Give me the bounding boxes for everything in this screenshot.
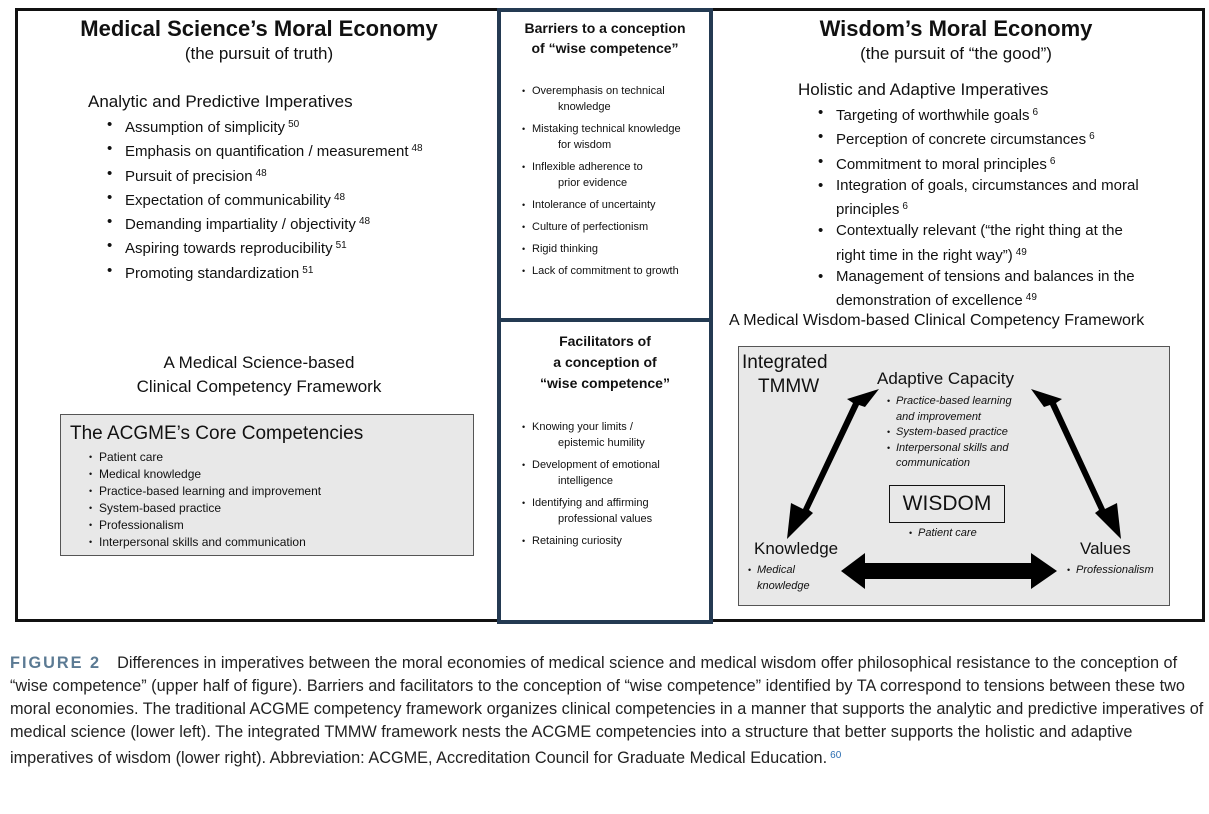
imperative-item — [107, 260, 487, 284]
tmmw-label — [742, 351, 828, 399]
adaptive-capacity-label: Adaptive Capacity — [877, 369, 1015, 388]
barrier-item — [522, 219, 707, 235]
reference-number: 6 — [1089, 131, 1095, 143]
barrier-item — [522, 263, 707, 279]
facilitator-item-text-cont: intelligence — [558, 475, 614, 487]
competency-item: • Professionalism — [89, 517, 473, 534]
left-imperatives-list — [107, 114, 487, 284]
facilitator-item-text: Retaining curiosity — [532, 535, 622, 547]
adaptive-item: • System-based practice — [887, 425, 1027, 441]
barrier-item-text: Lack of commitment to growth — [532, 265, 679, 277]
facilitator-item-text: Development of emotional — [532, 459, 660, 471]
arrow-adaptive-values — [1031, 389, 1121, 539]
wisdom-list — [909, 526, 977, 542]
reference-number: 6 — [902, 201, 908, 213]
right-framework-title: A Medical Wisdom-based Clinical Competency Framework — [729, 312, 1145, 329]
facilitator-item — [522, 533, 707, 549]
left-subtitle: (the pursuit of truth) — [184, 44, 334, 63]
left-title: Medical Science’s Moral Economy — [80, 16, 438, 41]
facilitator-item — [522, 419, 707, 451]
reference-number: 51 — [302, 264, 314, 276]
imperative-item — [107, 163, 487, 187]
facilitator-item — [522, 457, 707, 489]
right-subtitle: (the pursuit of “the good”) — [860, 44, 1052, 63]
facilitators-heading-line3: “wise competence” — [540, 375, 670, 391]
imperative-item — [107, 138, 487, 162]
barrier-item-text: Inflexible adherence to — [532, 161, 643, 173]
competency-item: • System-based practice — [89, 500, 473, 517]
imperative-text: Targeting of worthwhile goals — [836, 107, 1030, 124]
adaptive-item: • Interpersonal skills and communication — [887, 441, 1027, 472]
barrier-item — [522, 121, 707, 153]
left-framework-line1: A Medical Science-based — [163, 353, 355, 372]
barriers-heading-line1: Barriers to a conception — [524, 20, 686, 36]
middle-divider — [497, 318, 713, 322]
values-label: Values — [1080, 539, 1131, 558]
knowledge-list — [748, 563, 818, 594]
barrier-item-text-cont: prior evidence — [558, 177, 628, 189]
reference-number: 6 — [1049, 155, 1056, 167]
reference-number: 48 — [255, 167, 267, 179]
right-imperatives-heading: Holistic and Adaptive Imperatives — [798, 80, 1049, 99]
reference-number: 49 — [1025, 292, 1037, 304]
facilitators-list — [522, 419, 707, 555]
imperative-item — [107, 235, 487, 259]
reference-number: 48 — [358, 216, 371, 228]
figure-label: FIGURE 2 — [10, 654, 102, 672]
imperative-text: Demanding impartiality / objectivity — [125, 216, 356, 234]
arrow-knowledge-values — [841, 553, 1057, 589]
imperative-text: Management of tensions and balances in the demonstration of excellence — [836, 268, 1135, 310]
imperative-text: Perception of concrete circumstances — [836, 131, 1087, 149]
barrier-item — [522, 83, 707, 115]
imperative-item — [818, 220, 1148, 266]
barrier-item — [522, 241, 707, 257]
tmmw-diagram — [738, 346, 1170, 606]
facilitators-heading-line1: Facilitators of — [559, 333, 651, 349]
imperative-text: Integration of goals, circumstances and moral principles — [836, 176, 1139, 219]
imperative-text: Assumption of simplicity — [125, 119, 286, 136]
acgme-list — [89, 449, 473, 551]
facilitator-item-text: Knowing your limits / — [532, 421, 633, 433]
facilitators-heading — [501, 331, 709, 394]
facilitator-item-text-cont: professional values — [558, 513, 653, 525]
tmmw-label-line2: TMMW — [758, 376, 820, 397]
barrier-item-text: Mistaking technical knowledge — [532, 123, 681, 135]
right-imperatives-list — [818, 102, 1148, 312]
barrier-item-text: Rigid thinking — [532, 243, 599, 255]
reference-number: 6 — [1032, 107, 1039, 118]
acgme-box — [60, 414, 474, 556]
adaptive-item: • Practice-based learning and improvement — [887, 394, 1027, 425]
imperative-item — [818, 126, 1148, 150]
barrier-item-text: Overemphasis on technical — [532, 85, 665, 97]
imperative-text: Pursuit of precision — [125, 167, 253, 185]
imperative-item — [107, 211, 487, 235]
imperative-item — [107, 187, 487, 211]
competency-item: • Interpersonal skills and communication — [89, 534, 473, 551]
barrier-item-text: Intolerance of uncertainty — [532, 199, 656, 211]
imperative-item — [818, 151, 1148, 175]
values-list — [1067, 563, 1154, 579]
barrier-item-text-cont: knowledge — [558, 101, 611, 113]
facilitator-item-text: Identifying and affirming — [532, 497, 649, 509]
imperative-text: Expectation of communicability — [125, 191, 331, 209]
reference-number: 51 — [335, 240, 347, 252]
imperative-text: Aspiring towards reproducibility — [125, 240, 333, 258]
barriers-list — [522, 83, 707, 285]
acgme-title: The ACGME’s Core Competencies — [70, 423, 364, 444]
barriers-heading — [501, 18, 709, 58]
wisdom-box: WISDOM — [889, 485, 1005, 523]
competency-item: • Practice-based learning and improvement — [89, 483, 473, 500]
imperative-item — [818, 175, 1148, 221]
left-framework-line2: Clinical Competency Framework — [136, 377, 382, 396]
facilitator-item-text-cont: epistemic humility — [558, 437, 645, 449]
barrier-item — [522, 159, 707, 191]
barrier-item — [522, 197, 707, 213]
reference-number: 48 — [333, 191, 346, 203]
imperative-text: Promoting standardization — [125, 264, 300, 282]
imperative-text: Commitment to moral principles — [836, 155, 1047, 173]
knowledge-label: Knowledge — [754, 539, 839, 558]
competency-item: • Patient care — [89, 449, 473, 466]
barrier-item-text-cont: for wisdom — [558, 139, 612, 151]
imperative-item — [818, 102, 1148, 126]
arrow-adaptive-knowledge — [787, 389, 879, 539]
adaptive-capacity-list — [887, 394, 1027, 472]
figure-caption — [10, 652, 1205, 770]
facilitator-item — [522, 495, 707, 527]
imperative-item — [818, 266, 1148, 312]
barriers-heading-line2: of “wise competence” — [531, 40, 679, 56]
left-imperatives-heading: Analytic and Predictive Imperatives — [88, 92, 353, 111]
wisdom-item: • Patient care — [909, 526, 977, 542]
caption-ref[interactable]: 60 — [830, 750, 842, 761]
reference-number: 50 — [288, 119, 300, 130]
facilitators-heading-line2: a conception of — [553, 354, 657, 370]
knowledge-item: • Medical knowledge — [748, 563, 818, 594]
caption-text: Differences in imperatives between the moral economies of medical science and medical wisdom offer philosophical resistance to the conception of “wise competence” (upper half of figure). Barriers and facilitators to the conception of “wise competence” identified by TA correspond to tensions between these two moral economies. The traditional ACGME competency framework organizes clinical competencies in a manner that supports the analytic and predictive imperatives of medical science (lower left). The integrated TMMW framework nests the ACGME competencies into a structure that better supports the holistic and adaptive imperatives of wisdom (lower right). Abbreviation: ACGME, Accreditation Council for Graduate Medical Education. — [10, 654, 1204, 767]
imperative-text: Emphasis on quantification / measurement — [125, 143, 409, 161]
imperative-text: Contextually relevant (“the right thing at the right time in the right way”) — [836, 222, 1123, 264]
imperative-item — [107, 114, 487, 138]
reference-number: 48 — [411, 143, 423, 155]
values-item: • Professionalism — [1067, 563, 1154, 579]
competency-item: • Medical knowledge — [89, 466, 473, 483]
barrier-item-text: Culture of perfectionism — [532, 221, 649, 233]
tmmw-label-line1: Integrated — [742, 352, 828, 373]
right-title: Wisdom’s Moral Economy — [819, 16, 1093, 41]
reference-number: 49 — [1015, 246, 1027, 258]
